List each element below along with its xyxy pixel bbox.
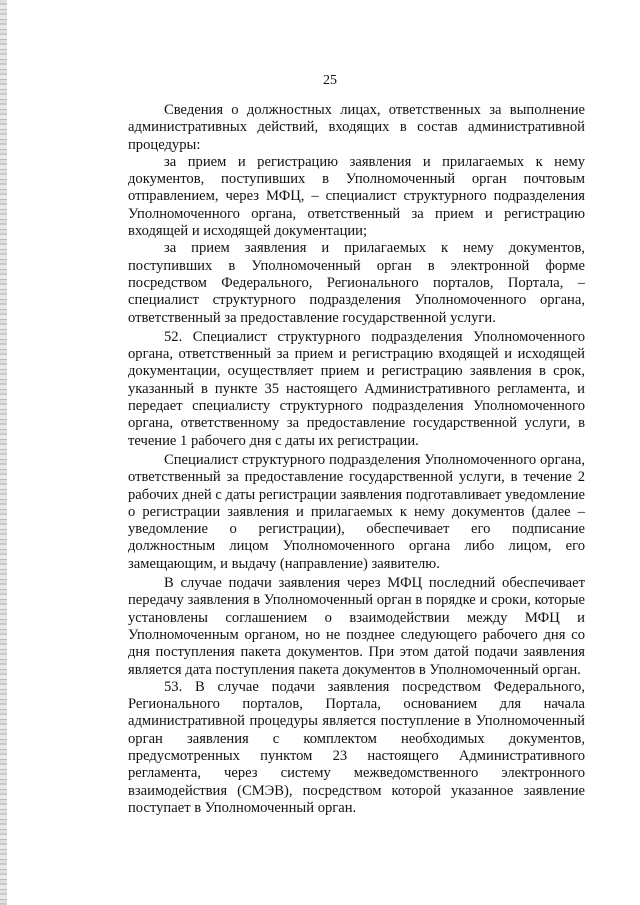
paragraph-electronic-receipt: за прием заявления и прилагаемых к нему документов, поступивших в Уполномоченный орган в электронной форме посредством Федерального, Регионального порталов, Портала, – специалист структурного подразделения Уполномоченного органа, ответственный за предоставление государственной услуги.: [128, 240, 585, 326]
paragraph-officials-intro: Сведения о должностных лицах, ответственных за выполнение административных действий, входящих в состав административной процедуры:: [128, 102, 585, 153]
page-number: 25: [323, 73, 337, 88]
paragraph-registration-notice: Специалист структурного подразделения Уполномоченного органа, ответственный за предоставление государственной услуги, в течение 2 рабочих дней с даты регистрации заявления подготавливает уведомление о регистрации заявления и прилагаемых к нему документов (далее – уведомление о регистрации), обеспечивает его подписание должностным лицом Уполномоченного органа либо лицом, его замещающим, и выдачу (направление) заявителю.: [128, 451, 585, 572]
document-body: [128, 102, 585, 817]
paragraph-clause-52: 52. Специалист структурного подразделения Уполномоченного органа, ответственный за прием и регистрацию входящей и исходящей документации, осуществляет прием и регистрацию заявления в срок, указанный в пункте 35 настоящего Административного регламента, и передает специалисту структурного подразделения Уполномоченного органа, ответственному за предоставление государственной услуги, в течение 1 рабочего дня с даты их регистрации.: [128, 328, 585, 449]
paragraph-clause-53: 53. В случае подачи заявления посредством Федерального, Регионального порталов, Портала, основанием для начала административной процедуры является поступление в Уполномоченный орган заявления с комплектом необходимых документов, предусмотренных пунктом 23 настоящего Административного регламента, через систему межведомственного электронного взаимодействия (СМЭВ), посредством которой указанное заявление поступает в Уполномоченный орган.: [128, 678, 585, 816]
paragraph-postal-mfc-receipt: за прием и регистрацию заявления и прилагаемых к нему документов, поступивших в Уполномоченный орган почтовым отправлением, через МФЦ, – специалист структурного подразделения Уполномоченного органа, ответственный за прием и регистрацию входящей и исходящей документации;: [128, 153, 585, 240]
scan-edge-artifact: [0, 0, 7, 905]
paragraph-mfc-transfer: В случае подачи заявления через МФЦ последний обеспечивает передачу заявления в Уполномоченный орган в порядке и сроки, которые установлены соглашением о взаимодействии между МФЦ и Уполномоченным органом, но не позднее следующего рабочего дня со дня поступления пакета документов. При этом датой подачи заявления является дата поступления пакета документов в Уполномоченный орган.: [128, 575, 585, 678]
